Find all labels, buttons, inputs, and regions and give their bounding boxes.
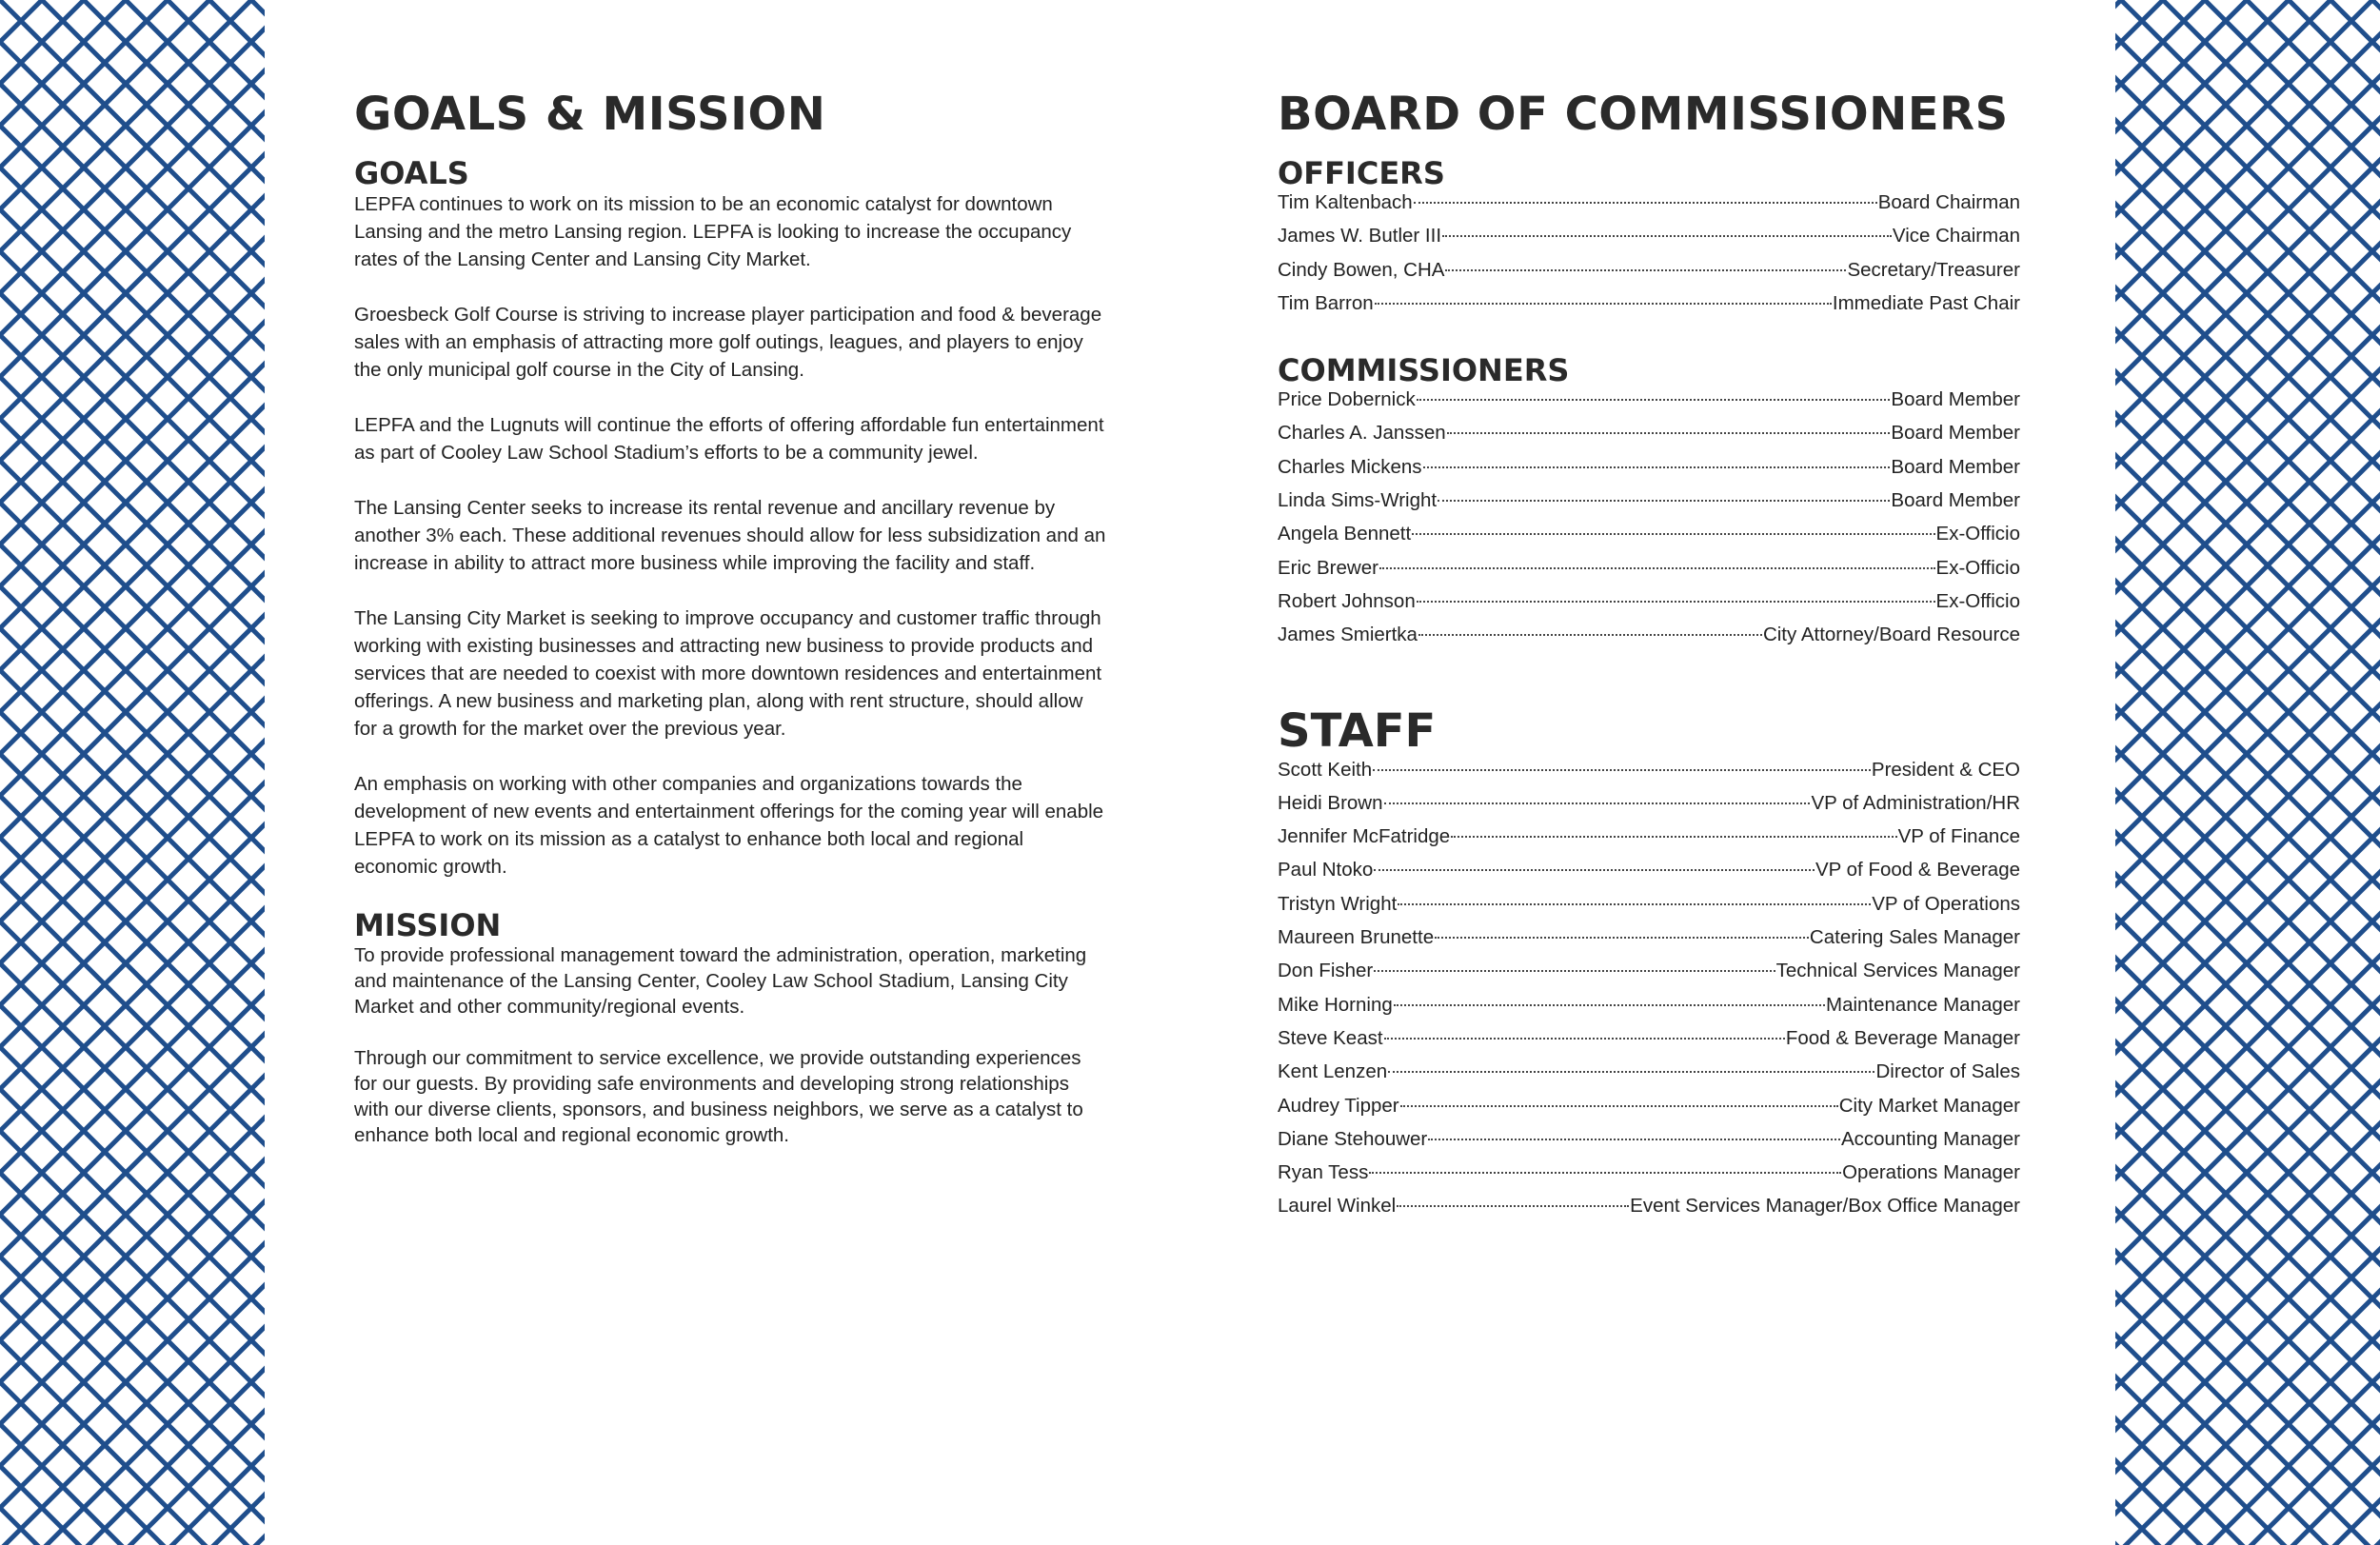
staff-heading: STAFF xyxy=(1278,703,1437,758)
lattice-pattern-left xyxy=(0,0,265,1545)
dot-leader xyxy=(1398,903,1871,905)
member-role: VP of Food & Beverage xyxy=(1815,859,2020,881)
dot-leader xyxy=(1400,1105,1838,1107)
member-name: Tim Kaltenbach xyxy=(1278,191,1413,213)
dot-leader xyxy=(1451,836,1896,838)
dot-leader xyxy=(1414,202,1877,204)
member-role: Maintenance Manager xyxy=(1826,993,2020,1016)
member-role: Vice Chairman xyxy=(1892,225,2020,248)
commissioners-heading: COMMISSIONERS xyxy=(1278,352,1570,389)
member-name: Eric Brewer xyxy=(1278,556,1378,579)
roster-entry xyxy=(1278,455,2020,488)
member-role: Technical Services Manager xyxy=(1775,960,2020,982)
member-name: Tristyn Wright xyxy=(1278,892,1398,915)
member-name: Linda Sims-Wright xyxy=(1278,489,1438,512)
roster-entry xyxy=(1278,892,2020,925)
roster-entry xyxy=(1278,1127,2020,1160)
member-role: Board Member xyxy=(1891,489,2020,512)
roster-entry xyxy=(1278,190,2020,224)
dot-leader xyxy=(1447,432,1891,434)
member-name: Scott Keith xyxy=(1278,758,1373,781)
member-name: Paul Ntoko xyxy=(1278,859,1374,881)
member-name: Jennifer McFatridge xyxy=(1278,825,1451,848)
member-role: VP of Operations xyxy=(1872,892,2020,915)
commissioners-section xyxy=(1278,353,2020,656)
dot-leader xyxy=(1394,1004,1825,1006)
mission-heading: MISSION xyxy=(354,907,502,943)
dot-leader xyxy=(1428,1139,1840,1140)
mission-paragraph: To provide professional management toward the administration, operation, marketing and maintenance of the Lansing Center, Cooley Law School Stadium, Lansing City Market and other community/regional events. xyxy=(354,944,1087,1018)
roster-entry xyxy=(1278,1160,2020,1194)
lattice-pattern-right xyxy=(2115,0,2380,1545)
dot-leader xyxy=(1418,634,1762,636)
dot-leader xyxy=(1388,1071,1874,1073)
goals-paragraph: Groesbeck Golf Course is striving to increase player participation and food & beverage sales with an emphasis of attracting more golf outings, leagues, and players to enjoy the only municipal golf course in the City of Lansing. xyxy=(354,304,1102,381)
officers-section xyxy=(1278,156,2020,325)
member-name: James Smiertka xyxy=(1278,624,1418,646)
goals-paragraph: LEPFA continues to work on its mission to be an economic catalyst for downtown Lansing and the metro Lansing region. LEPFA is looking to increase the occupancy rates of the Lansing Center and Lansing City Market. xyxy=(354,193,1072,270)
member-name: Angela Bennett xyxy=(1278,523,1412,545)
member-role: Accounting Manager xyxy=(1840,1127,2020,1150)
member-name: Heidi Brown xyxy=(1278,791,1383,814)
member-role: VP of Finance xyxy=(1897,825,2020,848)
roster-entry xyxy=(1278,824,2020,858)
roster-entry xyxy=(1278,993,2020,1026)
member-role: VP of Administration/HR xyxy=(1811,791,2020,814)
member-name: Diane Stehouwer xyxy=(1278,1127,1428,1150)
dot-leader xyxy=(1397,1205,1629,1207)
member-role: City Market Manager xyxy=(1838,1094,2020,1117)
member-name: Laurel Winkel xyxy=(1278,1195,1397,1218)
member-name: Price Dobernick xyxy=(1278,388,1416,411)
dot-leader xyxy=(1423,466,1891,468)
commissioners-list xyxy=(1278,387,2020,656)
officers-heading: OFFICERS xyxy=(1278,155,1445,191)
dot-leader xyxy=(1417,601,1935,603)
member-name: Ryan Tess xyxy=(1278,1161,1369,1184)
dot-leader xyxy=(1373,769,1871,771)
member-name: Cindy Bowen, CHA xyxy=(1278,258,1445,281)
roster-entry xyxy=(1278,959,2020,992)
member-name: Steve Keast xyxy=(1278,1026,1383,1049)
dot-leader xyxy=(1374,970,1775,972)
member-role: Immediate Past Chair xyxy=(1832,291,2020,314)
member-role: Board Member xyxy=(1891,455,2020,478)
goals-paragraph: The Lansing Center seeks to increase its rental revenue and ancillary revenue by another 3% each. These additional revenues should allow for less subsidization and an increase in ability to attract more business while improving the facility and staff. xyxy=(354,497,1106,574)
member-role: Secretary/Treasurer xyxy=(1847,258,2020,281)
dot-leader xyxy=(1442,235,1892,237)
staff-section xyxy=(1278,704,2020,1228)
member-role: Board Chairman xyxy=(1877,191,2020,213)
member-name: Mike Horning xyxy=(1278,993,1393,1016)
member-role: Operations Manager xyxy=(1842,1161,2020,1184)
goals-mission-page xyxy=(354,86,1106,1174)
member-role: City Attorney/Board Resource xyxy=(1762,624,2020,646)
roster-entry xyxy=(1278,421,2020,454)
roster-entry xyxy=(1278,623,2020,656)
goals-paragraph: The Lansing City Market is seeking to improve occupancy and customer traffic through working with existing businesses and attracting new business to provide products and services that are needed to coexist with more downtown residences and entertainment offerings. A new business and marketing plan, along with rent structure, should allow for a growth for the market over the previous year. xyxy=(354,607,1102,740)
roster-entry xyxy=(1278,291,2020,325)
member-role: Ex-Officio xyxy=(1935,556,2020,579)
goals-paragraph: LEPFA and the Lugnuts will continue the efforts of offering affordable fun entertainment as part of Cooley Law School Stadium’s efforts to be a community jewel. xyxy=(354,414,1104,464)
member-role: Director of Sales xyxy=(1875,1060,2020,1083)
roster-entry xyxy=(1278,589,2020,623)
roster-entry xyxy=(1278,556,2020,589)
roster-entry xyxy=(1278,758,2020,791)
roster-entry xyxy=(1278,522,2020,555)
roster-entry xyxy=(1278,1026,2020,1060)
member-role: Board Member xyxy=(1891,422,2020,445)
member-role: Ex-Officio xyxy=(1935,523,2020,545)
roster-entry xyxy=(1278,858,2020,891)
goals-paragraph: An emphasis on working with other companies and organizations towards the development of new events and entertainment offerings for the coming year will enable LEPFA to work on its mission as a catalyst to enhance both local and regional economic growth. xyxy=(354,773,1104,878)
dot-leader xyxy=(1374,869,1815,871)
member-role: Ex-Officio xyxy=(1935,589,2020,612)
dot-leader xyxy=(1384,802,1811,804)
mission-section xyxy=(354,908,1106,1148)
member-name: Kent Lenzen xyxy=(1278,1060,1388,1083)
member-role: Catering Sales Manager xyxy=(1809,926,2020,949)
board-title: BOARD OF COMMISSIONERS xyxy=(1278,88,2009,141)
roster-entry xyxy=(1278,1194,2020,1227)
goals-mission-title: GOALS & MISSION xyxy=(354,88,826,141)
member-name: Maureen Brunette xyxy=(1278,926,1435,949)
roster-entry xyxy=(1278,1060,2020,1093)
dot-leader xyxy=(1445,269,1846,271)
roster-entry xyxy=(1278,224,2020,257)
dot-leader xyxy=(1384,1038,1785,1040)
member-name: Tim Barron xyxy=(1278,291,1374,314)
member-name: James W. Butler III xyxy=(1278,225,1442,248)
member-role: Event Services Manager/Box Office Manager xyxy=(1630,1195,2020,1218)
member-name: Robert Johnson xyxy=(1278,589,1416,612)
member-name: Charles Mickens xyxy=(1278,455,1422,478)
goals-section xyxy=(354,156,1106,881)
dot-leader xyxy=(1379,567,1935,569)
roster-entry xyxy=(1278,925,2020,959)
dot-leader xyxy=(1417,399,1891,401)
goals-heading: GOALS xyxy=(354,155,469,191)
mission-paragraph: Through our commitment to service excellence, we provide outstanding experiences for our guests. By providing safe environments and developing strong relationships with our diverse clients, sponsors, and business neighbors, we serve as a catalyst to enhance both local and regional economic growth. xyxy=(354,1047,1083,1146)
member-name: Charles A. Janssen xyxy=(1278,422,1446,445)
dot-leader xyxy=(1369,1172,1841,1174)
member-name: Audrey Tipper xyxy=(1278,1094,1399,1117)
member-name: Don Fisher xyxy=(1278,960,1374,982)
member-role: Food & Beverage Manager xyxy=(1785,1026,2020,1049)
roster-entry xyxy=(1278,387,2020,421)
dot-leader xyxy=(1435,937,1809,939)
member-role: Board Member xyxy=(1891,388,2020,411)
board-of-commissioners-page xyxy=(1278,86,2020,1228)
roster-entry xyxy=(1278,258,2020,291)
member-role: President & CEO xyxy=(1871,758,2020,781)
dot-leader xyxy=(1375,303,1832,305)
staff-list xyxy=(1278,758,2020,1228)
dot-leader xyxy=(1438,500,1890,502)
roster-entry xyxy=(1278,1094,2020,1127)
dot-leader xyxy=(1412,533,1934,535)
roster-entry xyxy=(1278,488,2020,522)
roster-entry xyxy=(1278,791,2020,824)
officers-list xyxy=(1278,190,2020,325)
